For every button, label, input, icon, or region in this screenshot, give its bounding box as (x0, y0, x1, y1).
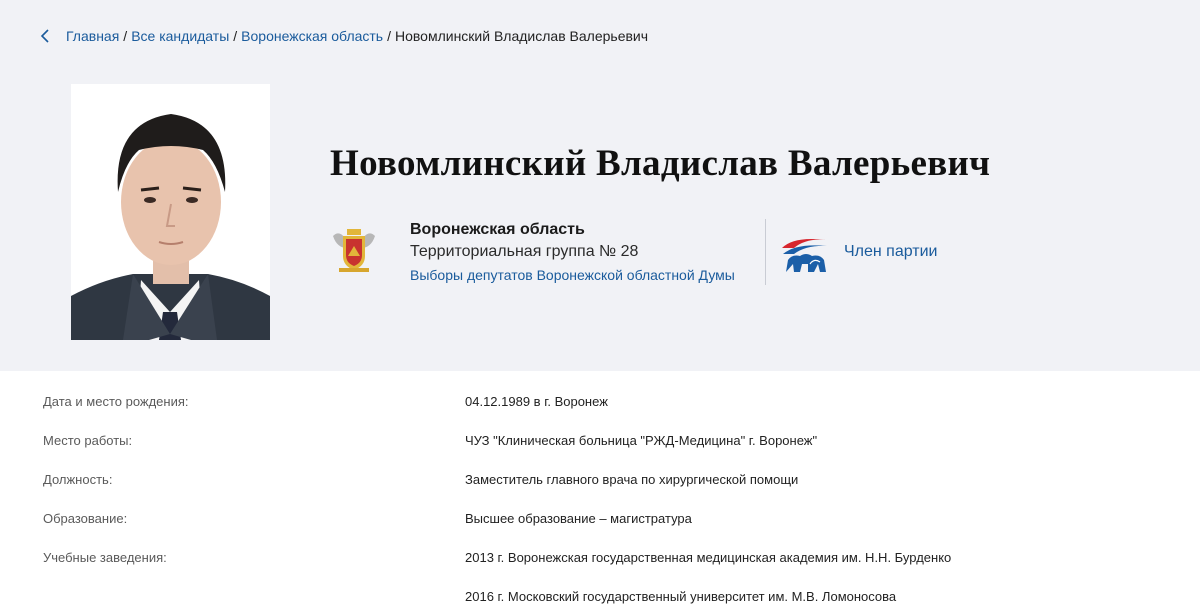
party-membership-link[interactable]: Член партии (844, 243, 938, 260)
detail-value: Заместитель главного врача по хирургической помощи (465, 472, 799, 487)
candidate-name: Новомлинский Владислав Валерьевич (330, 143, 991, 184)
detail-value: Высшее образование – магистратура (465, 511, 692, 526)
candidate-details (0, 390, 1200, 614)
breadcrumb (40, 26, 648, 46)
elections-link[interactable]: Выборы депутатов Воронежской областной Думы (410, 267, 735, 283)
detail-value: 2016 г. Московский государственный университет им. М.В. Ломоносова (465, 589, 897, 604)
region-name: Воронежская область (410, 221, 585, 238)
detail-row-birth (0, 390, 1200, 429)
breadcrumb-home-link[interactable]: Главная (66, 28, 120, 44)
detail-value: 04.12.1989 в г. Воронеж (465, 394, 608, 409)
breadcrumb-separator: / (387, 28, 391, 44)
detail-row-institutions (0, 546, 1200, 585)
candidate-photo (71, 84, 270, 340)
detail-row-position (0, 468, 1200, 507)
breadcrumb-separator: / (123, 28, 128, 44)
breadcrumb-separator: / (233, 28, 238, 44)
detail-label: Образование: (43, 511, 128, 526)
detail-label: Место работы: (43, 433, 133, 448)
territorial-group: Территориальная группа № 28 (410, 243, 639, 260)
detail-label: Должность: (43, 472, 113, 487)
region-info (410, 220, 760, 285)
chevron-left-icon[interactable] (40, 27, 56, 45)
breadcrumb-region-link[interactable]: Воронежская область (241, 28, 384, 44)
breadcrumb-all-candidates-link[interactable]: Все кандидаты (131, 28, 230, 44)
detail-row-work (0, 429, 1200, 468)
detail-label: Учебные заведения: (43, 550, 167, 565)
party-logo-icon (780, 234, 830, 274)
detail-value: 2013 г. Воронежская государственная медицинская академия им. Н.Н. Бурденко (465, 550, 952, 565)
detail-row-institutions-2 (0, 585, 1200, 614)
detail-value: ЧУЗ "Клиническая больница "РЖД-Медицина" г. Воронеж" (465, 433, 818, 448)
breadcrumb-current: Новомлинский Владислав Валерьевич (395, 28, 649, 44)
detail-label: Дата и место рождения: (43, 394, 189, 409)
divider (765, 219, 766, 285)
coat-of-arms-icon (329, 226, 379, 276)
detail-row-education (0, 507, 1200, 546)
